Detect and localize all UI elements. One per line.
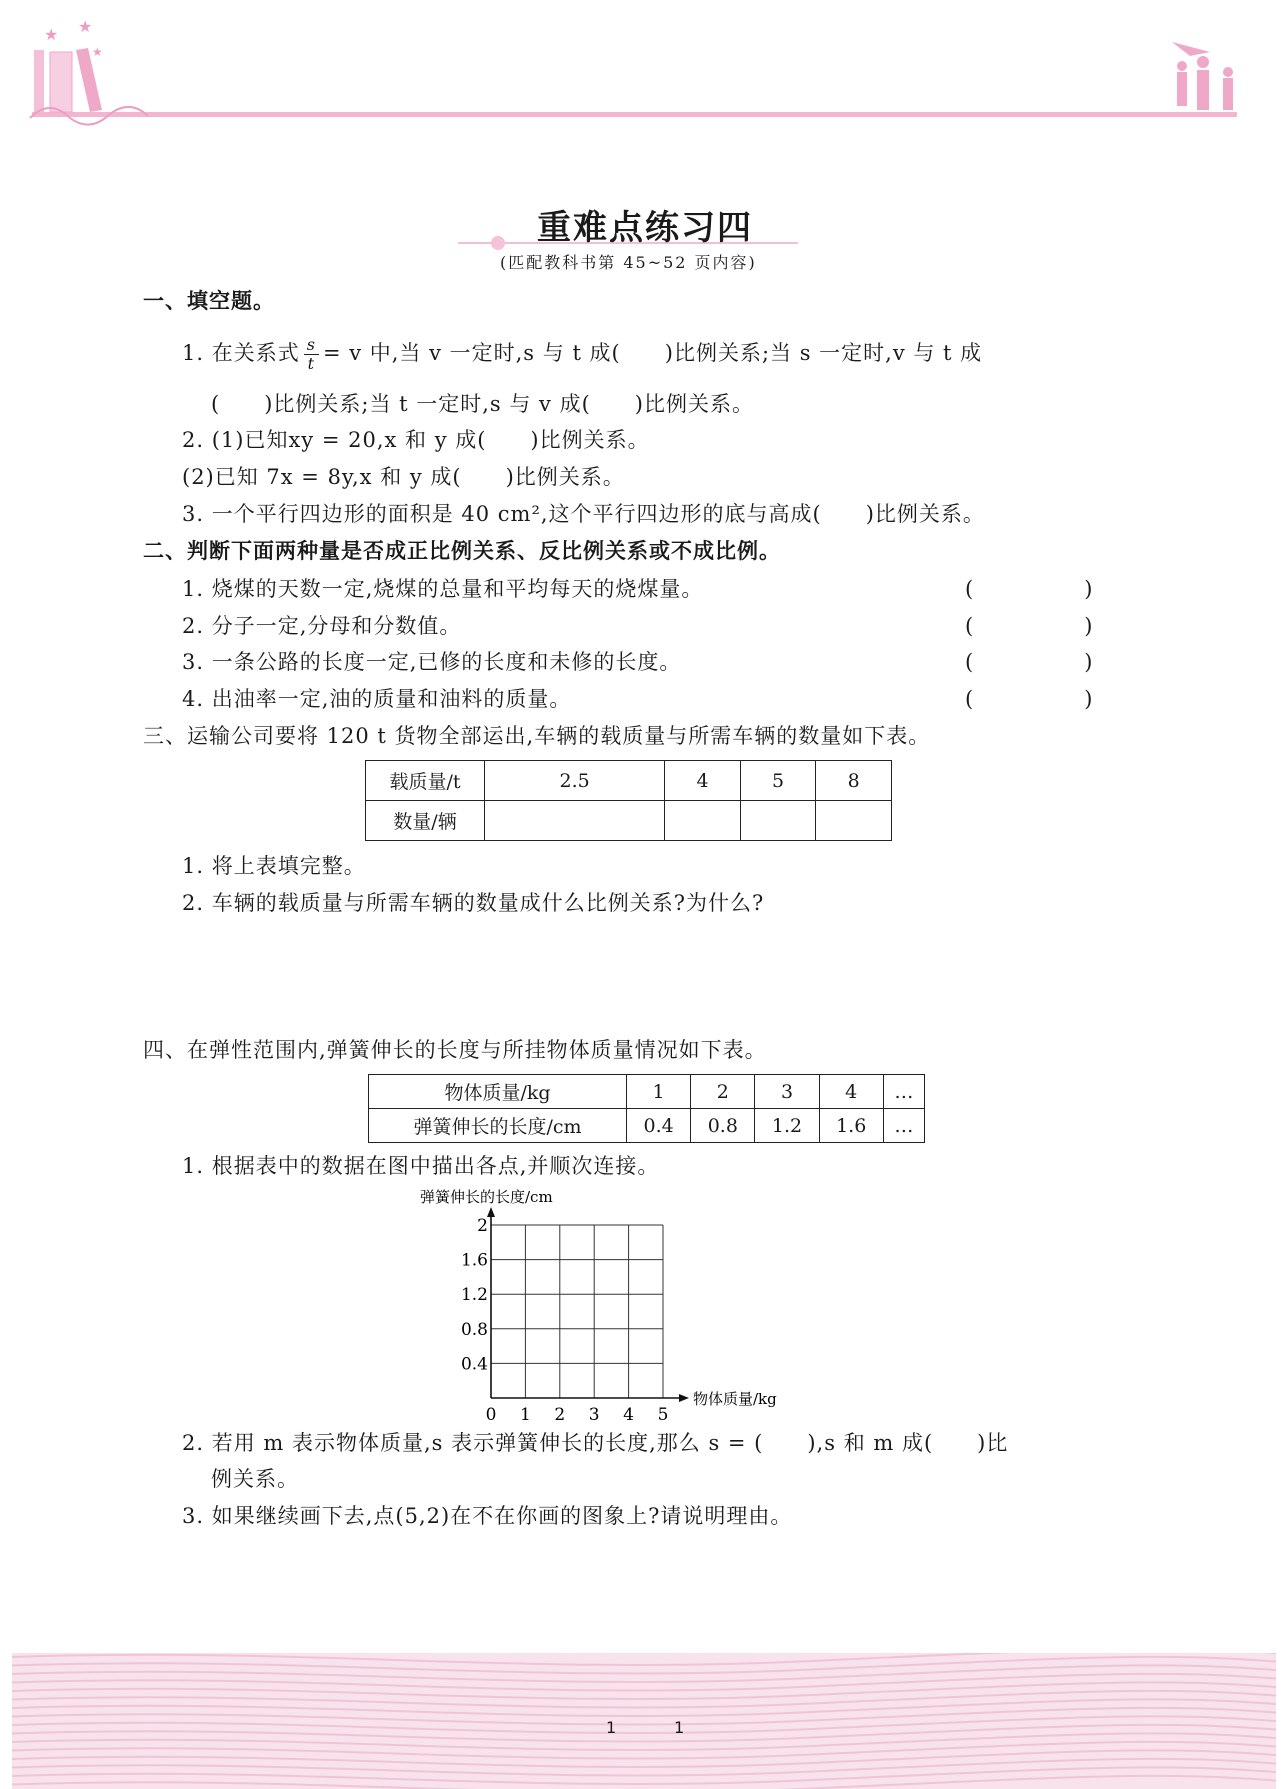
table-row bbox=[366, 761, 892, 801]
table-cell: 1.6 bbox=[819, 1109, 883, 1143]
y-tick-label: 2 bbox=[477, 1216, 488, 1236]
q3: 3. 一个平行四边形的面积是 40 cm²,这个平行四边形的底与高成( )比例关系。 bbox=[182, 502, 985, 526]
header-decoration bbox=[0, 0, 1287, 140]
svg-text:★: ★ bbox=[78, 17, 93, 36]
fraction-denominator: t bbox=[307, 354, 316, 373]
table-cell: … bbox=[883, 1075, 924, 1109]
answer-cell[interactable] bbox=[740, 801, 816, 841]
s3-q2: 2. 车辆的载质量与所需车辆的数量成什么比例关系?为什么? bbox=[182, 891, 765, 915]
q1-line2: ( )比例关系;当 t 一定时,s 与 v 成( )比例关系。 bbox=[211, 392, 754, 416]
x-tick-label: 1 bbox=[519, 1405, 531, 1425]
x-axis-label: 物体质量/kg bbox=[693, 1390, 777, 1408]
footer-wave-pattern bbox=[12, 1653, 1276, 1789]
table-row bbox=[369, 1109, 925, 1143]
x-tick-label: 2 bbox=[554, 1405, 566, 1425]
svg-text:★: ★ bbox=[44, 25, 59, 44]
q2-part1: 2. (1)已知xy = 20,x 和 y 成( )比例关系。 bbox=[182, 428, 650, 452]
table-cell: 4 bbox=[819, 1075, 883, 1109]
table-cell: 2.5 bbox=[485, 761, 665, 801]
table-cell: 0.8 bbox=[691, 1109, 755, 1143]
judge-item: 2. 分子一定,分母和分数值。 bbox=[182, 614, 462, 638]
table-header-cell: 数量/辆 bbox=[366, 801, 485, 841]
table-row bbox=[369, 1075, 925, 1109]
spring-chart[interactable] bbox=[420, 1180, 840, 1430]
title-underline bbox=[458, 236, 798, 250]
judge-item: 1. 烧煤的天数一定,烧煤的总量和平均每天的烧煤量。 bbox=[182, 577, 704, 601]
load-table bbox=[365, 760, 892, 841]
section-4-heading: 四、在弹性范围内,弹簧伸长的长度与所挂物体质量情况如下表。 bbox=[143, 1038, 767, 1062]
answer-blank[interactable]: ( ) bbox=[965, 577, 1094, 601]
answer-cell[interactable] bbox=[485, 801, 665, 841]
x-tick-label: 3 bbox=[588, 1405, 600, 1425]
page-number-right: 1 bbox=[674, 1718, 685, 1737]
table-cell: 0.4 bbox=[627, 1109, 691, 1143]
footer-band bbox=[12, 1653, 1276, 1789]
page-title: 重难点练习四 bbox=[537, 208, 753, 248]
x-tick-label: 4 bbox=[623, 1405, 635, 1425]
table-header-cell: 弹簧伸长的长度/cm bbox=[369, 1109, 627, 1143]
fraction bbox=[304, 336, 319, 373]
table-cell: 1.2 bbox=[755, 1109, 819, 1143]
table-cell: 8 bbox=[816, 761, 892, 801]
y-tick-label: 0.4 bbox=[460, 1354, 488, 1375]
answer-blank[interactable]: ( ) bbox=[965, 687, 1094, 711]
page-number-left: 1 bbox=[606, 1718, 617, 1737]
table-row bbox=[366, 801, 892, 841]
s4-q3: 3. 如果继续画下去,点(5,2)在不在你画的图象上?请说明理由。 bbox=[182, 1504, 793, 1528]
q1-line1 bbox=[182, 336, 982, 373]
answer-cell[interactable] bbox=[665, 801, 741, 841]
answer-blank[interactable]: ( ) bbox=[965, 650, 1094, 674]
x-tick-label: 0 bbox=[485, 1405, 497, 1425]
x-tick-label: 5 bbox=[657, 1405, 669, 1425]
table-cell: 2 bbox=[691, 1075, 755, 1109]
table-cell: 4 bbox=[665, 761, 741, 801]
q2-part2: (2)已知 7x = 8y,x 和 y 成( )比例关系。 bbox=[182, 465, 625, 489]
table-cell: 1 bbox=[627, 1075, 691, 1109]
table-header-cell: 载质量/t bbox=[366, 761, 485, 801]
x-axis-arrow-icon bbox=[679, 1394, 689, 1402]
s3-q1: 1. 将上表填完整。 bbox=[182, 854, 366, 878]
y-axis-arrow-icon bbox=[487, 1207, 495, 1217]
table-cell: … bbox=[883, 1109, 924, 1143]
y-tick-label: 0.8 bbox=[460, 1319, 488, 1340]
section-1-heading: 一、填空题。 bbox=[143, 289, 275, 313]
answer-cell[interactable] bbox=[816, 801, 892, 841]
section-2-heading: 二、判断下面两种量是否成正比例关系、反比例关系或不成比例。 bbox=[143, 539, 781, 563]
page-subtitle: (匹配教科书第 45~52 页内容) bbox=[500, 253, 757, 272]
table-cell: 3 bbox=[755, 1075, 819, 1109]
table-cell: 5 bbox=[740, 761, 816, 801]
q1-text-b: = v 中,当 v 一定时,s 与 t 成( )比例关系;当 s 一定时,v 与 t 成 bbox=[322, 341, 983, 365]
judge-item: 3. 一条公路的长度一定,已修的长度和未修的长度。 bbox=[182, 650, 682, 674]
q1-text-a: 1. 在关系式 bbox=[182, 341, 300, 365]
svg-text:★: ★ bbox=[92, 45, 103, 59]
fraction-numerator: s bbox=[304, 336, 319, 355]
s4-q2-line1: 2. 若用 m 表示物体质量,s 表示弹簧伸长的长度,那么 s = ( ),s 和 m 成( )比 bbox=[182, 1431, 1009, 1455]
y-tick-label: 1.6 bbox=[460, 1250, 488, 1271]
judge-item: 4. 出油率一定,油的质量和油料的质量。 bbox=[182, 687, 572, 711]
spring-table bbox=[368, 1074, 925, 1143]
y-tick-label: 1.2 bbox=[460, 1285, 488, 1306]
s4-q2-line2: 例关系。 bbox=[211, 1467, 299, 1491]
wave-line bbox=[12, 1776, 1276, 1789]
answer-blank[interactable]: ( ) bbox=[965, 614, 1094, 638]
section-3-heading: 三、运输公司要将 120 t 货物全部运出,车辆的载质量与所需车辆的数量如下表。 bbox=[143, 724, 931, 748]
s4-q1: 1. 根据表中的数据在图中描出各点,并顺次连接。 bbox=[182, 1154, 660, 1178]
table-header-cell: 物体质量/kg bbox=[369, 1075, 627, 1109]
y-axis-label: 弹簧伸长的长度/cm bbox=[420, 1188, 553, 1206]
